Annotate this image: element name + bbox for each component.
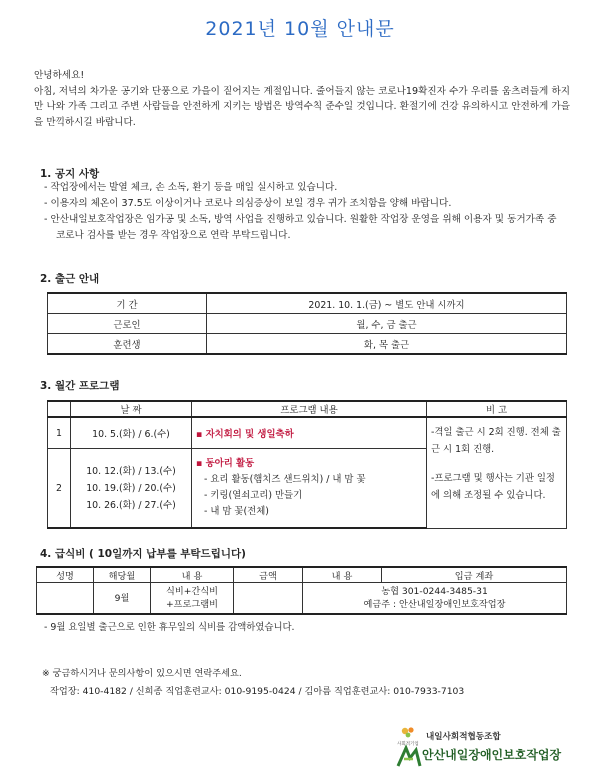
table-row xyxy=(48,293,567,314)
row-program xyxy=(192,449,427,529)
meal-note: - 9월 요일별 출근으로 인한 휴무일의 식비를 감액하였습니다. xyxy=(44,622,295,633)
header-program: 프로그램 내용 xyxy=(192,401,427,417)
row-program: ▪ 자치회의 및 생일축하 xyxy=(192,417,427,449)
header-name: 성명 xyxy=(37,567,94,583)
account-holder: 예금주 : 안산내일장애인보호작업장 xyxy=(363,599,506,610)
note-2: -프로그램 및 행사는 기관 일정에 의해 조정될 수 있습니다. xyxy=(431,473,555,501)
cell-content xyxy=(151,583,234,615)
header-date: 날 짜 xyxy=(71,401,192,417)
period-value: 2021. 10. 1.(금) ~ 별도 안내 시까지 xyxy=(207,293,567,314)
intro-body: 아침, 저녁의 차가운 공기와 단풍으로 가을이 짙어지는 계절입니다. 줄어들지 않는 코로나19확진자 수가 우리를 움츠려들게 하지만 나와 가족 그리고 주변 사람들을 안전하게 지키는 방법은 방역수칙 준수일 것입니다. 환절기에 건강 유의하시고 안전하게 가을을 만끽하시길 바랍니다. xyxy=(34,85,570,128)
row-date: 10. 5.(화) / 6.(수) xyxy=(71,417,192,449)
notice-item: - 이용자의 체온이 37.5도 이상이거나 코로나 의심증상이 보일 경우 귀가 조치함을 양해 바랍니다. xyxy=(44,198,452,209)
program-item: - 내 맘 꽃(전체) xyxy=(204,506,269,517)
trainee-label: 훈련생 xyxy=(48,334,207,355)
section1-heading: 1. 공지 사항 xyxy=(40,168,100,180)
worker-label: 근로인 xyxy=(48,314,207,334)
row-no: 2 xyxy=(48,449,71,529)
program-title: ▪ 동아리 활동 xyxy=(196,458,255,469)
content-line: 식비+간식비 xyxy=(165,586,219,597)
table-row xyxy=(48,314,567,334)
table-row xyxy=(48,417,567,449)
header-content-2: 내 용 xyxy=(303,567,382,583)
program-item: - 요리 활동(햄치즈 샌드위치) / 내 맘 꽃 xyxy=(204,474,366,485)
table-header-row xyxy=(37,567,567,583)
header-note: 비 고 xyxy=(427,401,567,417)
table-header-row xyxy=(48,401,567,417)
header-account: 입금 계좌 xyxy=(382,567,567,583)
section4-heading: 4. 급식비 ( 10일까지 납부를 부탁드립니다) xyxy=(40,548,246,560)
page-title: 2021년 10월 안내문 xyxy=(205,18,395,40)
notice-item: - 작업장에서는 발열 체크, 손 소독, 환기 등을 매일 실시하고 있습니다. xyxy=(44,182,338,193)
content-line: +프로그램비 xyxy=(165,599,219,610)
table-row xyxy=(48,334,567,355)
org-name: 안산내일장애인보호작업장 xyxy=(422,748,562,762)
org-sub-name: 내일사회적협동조합 xyxy=(426,732,501,742)
cell-name xyxy=(37,583,94,615)
contact-line-2: 작업장: 410-4182 / 신희종 직업훈련교사: 010-9195-0424 / 김아름 직업훈련교사: 010-7933-7103 xyxy=(50,686,465,697)
period-label: 기 간 xyxy=(48,293,207,314)
program-item: - 키링(열쇠고리) 만들기 xyxy=(204,490,303,501)
cell-amount xyxy=(234,583,303,615)
note-1: -격일 출근 시 2회 진행. 전체 출근 시 1회 진행. xyxy=(431,427,561,455)
row-dates xyxy=(71,449,192,529)
meal-fee-table xyxy=(36,566,567,615)
header-content: 내 용 xyxy=(151,567,234,583)
section3-heading: 3. 월간 프로그램 xyxy=(40,380,120,392)
greeting: 안녕하세요! xyxy=(34,70,85,81)
attendance-table xyxy=(47,292,567,355)
date-line: 10. 19.(화) / 20.(수) xyxy=(86,482,176,494)
header-amount: 금액 xyxy=(234,567,303,583)
logo-text: 사회적기업 xyxy=(397,742,419,747)
header-no xyxy=(48,401,71,417)
notice-item: - 안산내일보호작업장은 임가공 및 소독, 방역 사업을 진행하고 있습니다. 원활한 작업장 운영을 위해 이용자 및 동거가족 중 코로나 검사를 받는 경우 작업장으로 연락 부탁드립니다. xyxy=(44,214,557,241)
worker-value: 월, 수, 금 출근 xyxy=(207,314,567,334)
table-row xyxy=(37,583,567,615)
cell-account xyxy=(303,583,567,615)
date-line: 10. 26.(화) / 27.(수) xyxy=(86,499,176,511)
intro xyxy=(34,68,570,130)
date-line: 10. 12.(화) / 13.(수) xyxy=(86,465,176,477)
row-no: 1 xyxy=(48,417,71,449)
program-table xyxy=(47,400,567,529)
cell-month: 9월 xyxy=(94,583,151,615)
note-cell xyxy=(427,417,567,528)
org-logo-icon xyxy=(396,726,422,768)
notice-list xyxy=(44,180,564,244)
header-month: 해당월 xyxy=(94,567,151,583)
contact-line-1: ※ 궁금하시거나 문의사항이 있으시면 연락주세요. xyxy=(42,668,242,679)
section2-heading: 2. 출근 안내 xyxy=(40,273,100,285)
account-number: 농협 301-0244-3485-31 xyxy=(381,586,488,597)
contact xyxy=(42,665,464,701)
trainee-value: 화, 목 출근 xyxy=(207,334,567,355)
